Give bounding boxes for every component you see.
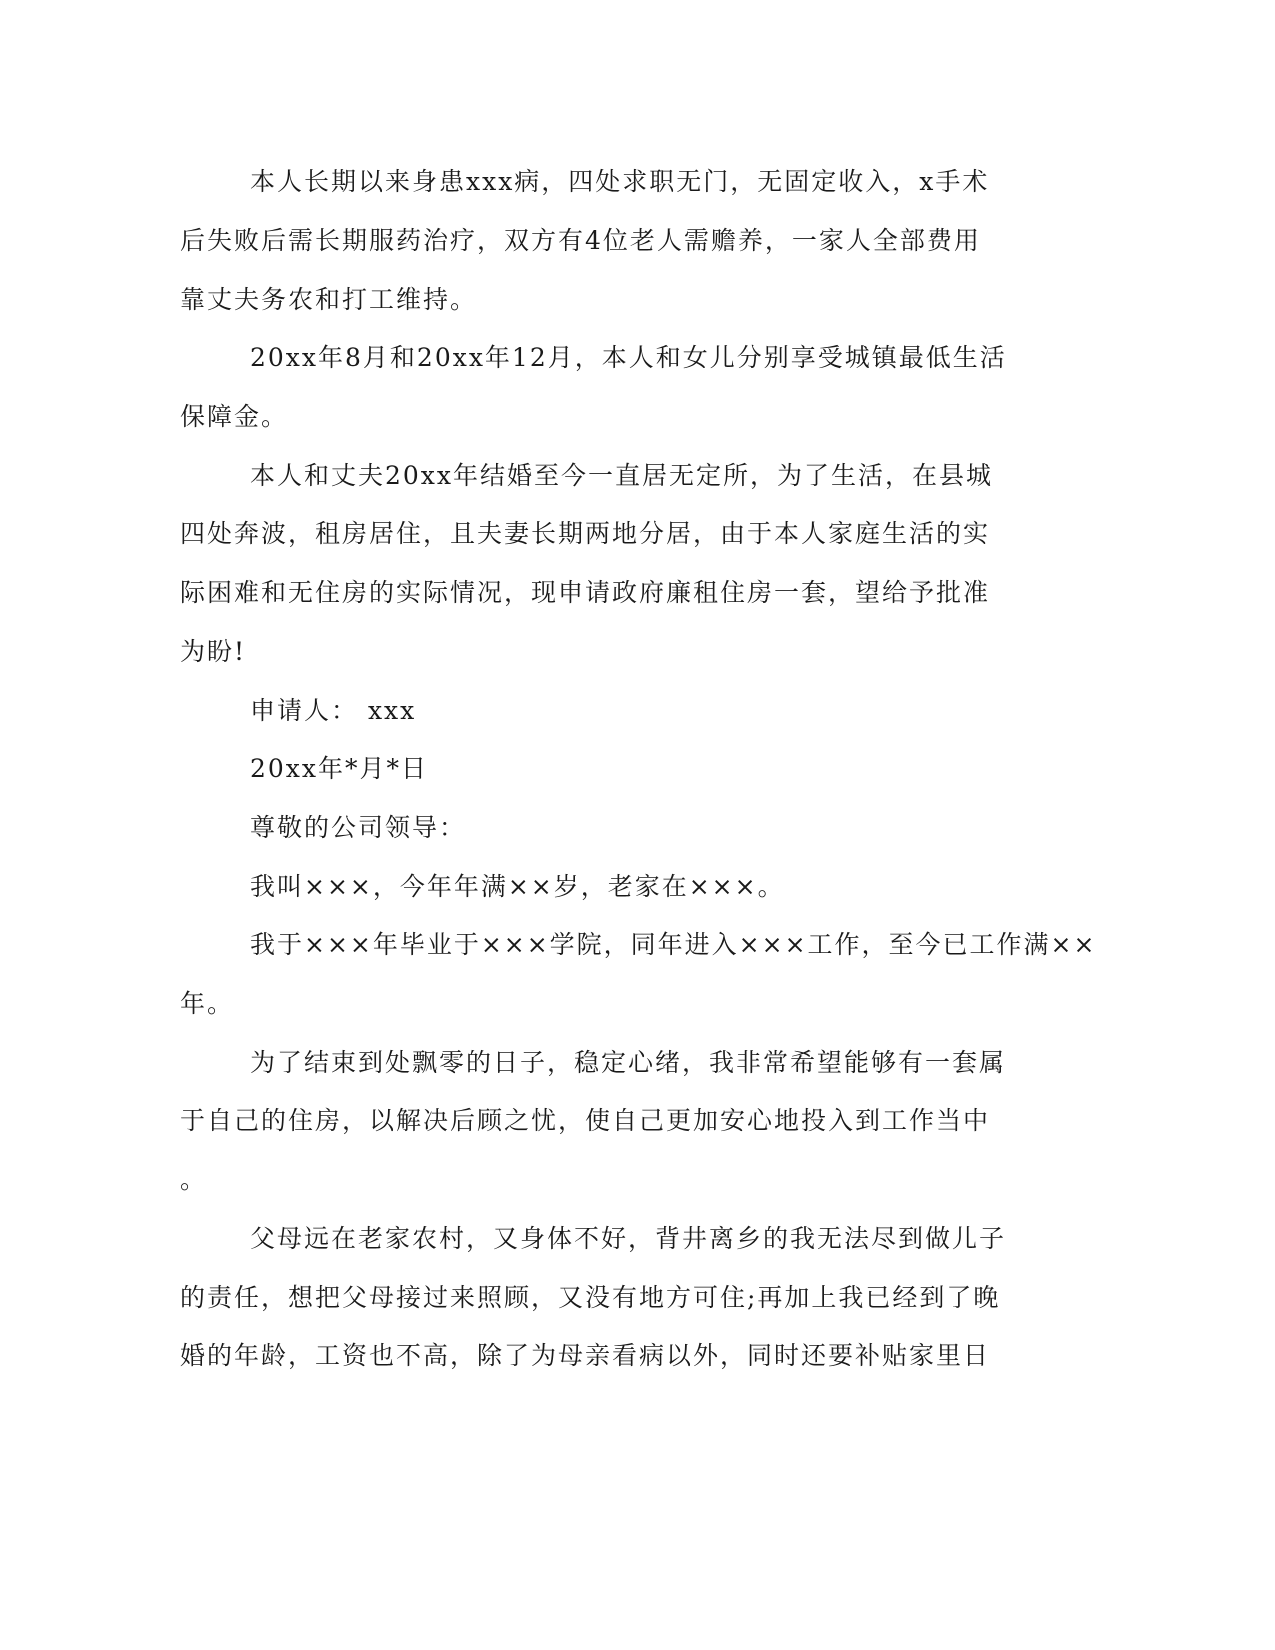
salutation-line: 尊敬的公司领导：: [250, 813, 467, 842]
text-line: 后失败后需长期服药治疗，双方有4位老人需赡养，一家人全部费用: [180, 226, 981, 255]
text-line: 保障金。: [180, 402, 289, 431]
text-line: 际困难和无住房的实际情况，现申请政府廉租住房一套，望给予批准: [180, 578, 991, 607]
text-line: 为盼!: [180, 637, 247, 666]
text-line: 的责任，想把父母接过来照顾，又没有地方可住;再加上我已经到了晚: [180, 1283, 1001, 1312]
text-line: 本人长期以来身患xxx病，四处求职无门，无固定收入，x手术: [250, 167, 990, 196]
text-line: 我于×××年毕业于×××学院，同年进入×××工作，至今已工作满××: [250, 930, 1097, 959]
text-line: 父母远在老家农村，又身体不好，背井离乡的我无法尽到做儿子: [250, 1224, 1007, 1253]
text-line: 为了结束到处飘零的日子，稳定心绪，我非常希望能够有一套属: [250, 1048, 1007, 1077]
text-line: 我叫×××，今年年满××岁，老家在×××。: [250, 872, 785, 901]
text-line: 20xx年8月和20xx年12月，本人和女儿分别享受城镇最低生活: [250, 343, 1007, 372]
date-line: 20xx年*月*日: [250, 754, 429, 783]
text-line: 于自己的住房，以解决后顾之忧，使自己更加安心地投入到工作当中: [180, 1106, 991, 1135]
text-line: 年。: [180, 989, 235, 1018]
applicant-line: 申请人： xxx: [250, 696, 417, 725]
text-line: 本人和丈夫20xx年结婚至今一直居无定所，为了生活，在县城: [250, 461, 994, 490]
text-line: 。: [180, 1165, 208, 1194]
text-line: 四处奔波，租房居住，且夫妻长期两地分居，由于本人家庭生活的实: [180, 519, 991, 548]
text-line: 靠丈夫务农和打工维持。: [180, 285, 478, 314]
text-line: 婚的年龄，工资也不高，除了为母亲看病以外，同时还要补贴家里日: [180, 1341, 991, 1370]
